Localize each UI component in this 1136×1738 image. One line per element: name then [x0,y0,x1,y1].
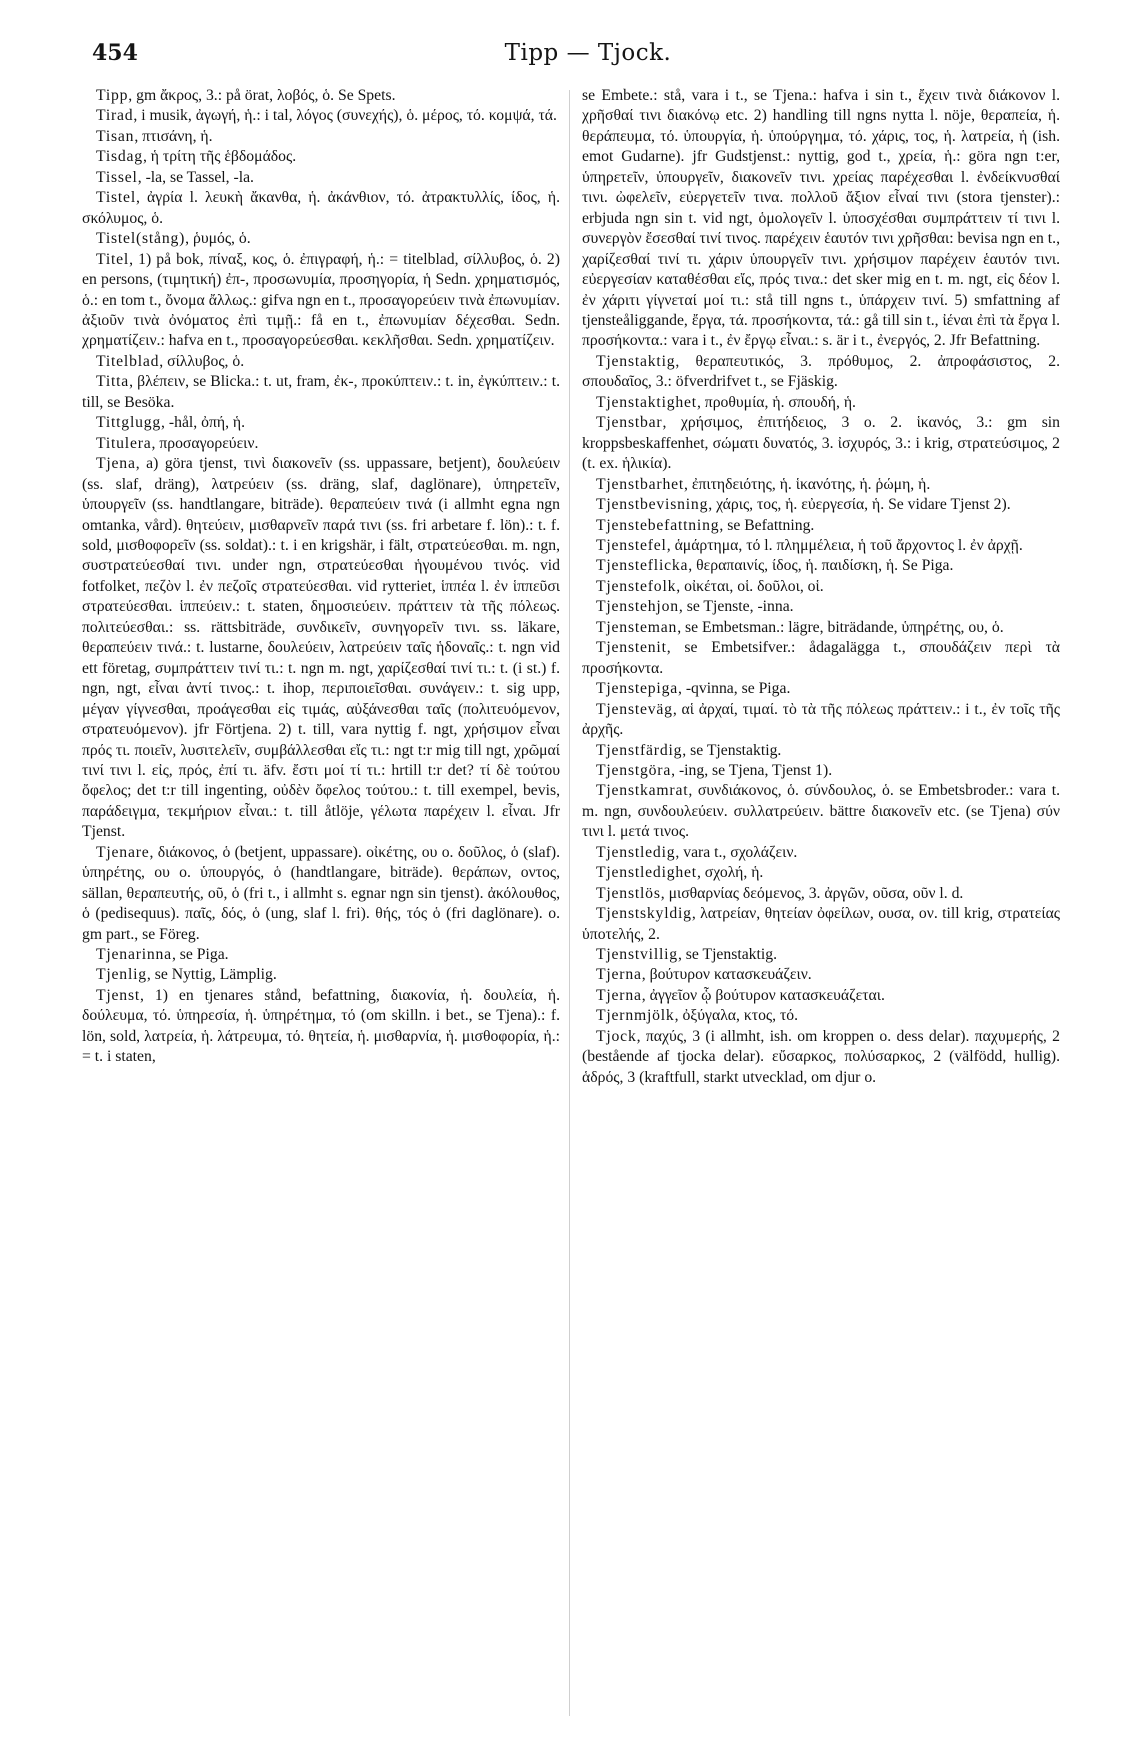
entry-headword: Tittglugg [96,414,162,432]
column-divider [569,90,570,1716]
entry-text: se Embete.: stå, vara i t., se Tjena.: hafva i sin t., ἔχειν τινὰ διάκονον l. χρῆσθαί τινι διακόνῳ etc. 2) handling till ngns nytta l. nöje, θεραπεία, ἡ. θεράπευμα, τό. ὑπουργία, ἡ. ὑπούργημα, τό. χάρις, τος, ἡ. λατρεία, ἡ (ish. emot Gudarne). jfr Gudstjenst.: nyttig, god t., χρεία, ἡ.: göra ngn t:er, ὑπηρετεῖν, ὑπουργεῖν, διακονεῖν τινι. χρείας παρέχεσθαι l. ἐνδείκνυσθαί τινι. ὠφελεῖν, εὐεργετεῖν τινα. πολλοῦ ἄξιον εἶναί τινι (stora tjenster).: erbjuda ngn sin t. vid ngt, ὁμολογεῖν l. ὑποσχέσθαι συμπράττειν τί τινι l. συνεργὸν ἔσεσθαί τινί τινος. παρέχειν ἑαυτόν τινι χρῆσθαι: bevisa ngn en t., χαρίζεσθαί τινί τι. χάριν ὑπουργεῖν τινι. χρήσιμον παρέχειν ἑαυτόν τινι. εὐεργεσίαν καταθέσθαι εἴς, πρός τινα.: det sker mig en t. m. ngt, εἰς δέον l. ἐν χάριτι γίγνεταί μοί τι.: stå till ngns t., ὑπάρχειν τινί. 5) smfattning af tjensteåliggande, ἔργα, τά. προσήκοντα, τά.: gå till sin t., ἰέναι ἐπὶ τὰ ἔργα l. προσήκοντα.: vara i t., ἐν ἔργῳ εἶναι.: s. är i t., ἐνεργός, 2. Jfr Befattning. [582,87,1060,350]
entry-text: , προσαγορεύειν. [151,434,259,452]
entry-headword: Tjenarinna [96,946,172,964]
entry-headword: Tisan [96,127,135,145]
dictionary-entry [582,638,1060,679]
entry-text: , σίλλυβος, ὁ. [159,352,245,370]
entry-headword: Tjenstenit [596,639,667,657]
entry-text: , χρήσιμος, ἐπιτήδειος, 3 o. 2. ἱκανός, 3.: gm sin kroppsbeskaffenhet, σώματι δυνατός, 3. ἰσχυρός, 3.: i krig, στρατεύσιμος, 2 (t. ex. ἡλικία). [582,414,1060,473]
running-head: Tipp — Tjock. [504,40,672,66]
entry-text: , se Tjenstaktig. [682,741,782,759]
entry-headword: Tjenstebefattning [596,516,720,534]
dictionary-entry [582,986,1060,1006]
entry-headword: Tjenstfärdig [596,741,683,759]
dictionary-entry [82,168,560,188]
entry-text: , se Tjenste, -inna. [678,598,794,616]
dictionary-entry [82,352,560,372]
entry-headword: Titel [96,250,130,268]
left-column [82,86,560,1726]
entry-text: , se Piga. [171,946,229,964]
entry-text: , -la, se Tassel, -la. [137,168,254,186]
entry-headword: Tjensteflicka [596,557,689,575]
entry-text: , συνδιάκονος, ὁ. σύνδουλος, ὁ. se Embetsbroder.: vara t. m. ngn, συνδουλεύειν. συλλατρεύειν. bättre διακονεῖν etc. (se Tjena) σύν τινι l. μετά τινος. [582,782,1060,841]
entry-text: , 1) en tjenares stånd, befattning, διακονία, ἡ. δουλεία, ἡ. δούλευμα, τό. ὑπηρεσία, ἡ. ὑπηρέτημα, τό (om skilln. i bet., se Tjena).: f. lön, sold, λατρεία, ἡ. λάτρευμα, τό. θητεία, ἡ. μισθαρνία, ἡ. μισθοφορία, ἡ.: = t. i staten, [82,986,560,1066]
entry-text: , πτισάνη, ἡ. [134,127,213,145]
entry-headword: Tjenstskyldig [596,905,692,923]
entry-text: , διάκονος, ὁ (betjent, uppassare). οἰκέτης, ου o. δοῦλος, ὁ (slaf). ὑπηρέτης, ου o. ὑπουργός, ὁ (handtlangare, biträde). θεράπων, οντος, sällan, θεραπευτής, οῦ, ὁ (fri t., i allmht s. egnar ngn sin tjenst). ἀκόλουθος, ὁ (pedisequus). παῖς, δός, ὁ (ung, slaf l. fri). θής, τός ὁ (fri daglönare). o. gm part., se Föreg. [82,843,560,943]
entry-headword: Tisdag [96,148,143,166]
dictionary-entry [582,618,1060,638]
entry-text: , αἱ ἀρχαί, τιμαί. τὸ τὰ τῆς πόλεως πράττειν.: i t., ἐν τοῖς τῆς ἀρχῆς. [582,700,1060,739]
entry-text: , ῥυμός, ὁ. [185,230,251,248]
dictionary-entry [582,413,1060,474]
dictionary-entry [82,86,560,106]
entry-headword: Tjenstefolk [596,577,677,595]
entry-headword: Tjenst [96,986,141,1004]
dictionary-entry [82,106,560,126]
dictionary-entry [82,945,560,965]
entry-text: , se Befattning. [719,516,815,534]
dictionary-entry [82,434,560,454]
entry-text: , λατρείαν, θητείαν ὀφείλων, ουσα, ον. till krig, στρατείας ὑποτελής, 2. [582,905,1060,943]
dictionary-entry [582,577,1060,597]
entry-headword: Tirad [96,107,134,125]
dictionary-entry [82,986,560,1068]
dictionary-entry [582,904,1060,945]
entry-headword: Tjenstefel [596,536,667,554]
right-column [582,86,1060,1726]
dictionary-entry [582,761,1060,781]
dictionary-entry [582,884,1060,904]
dictionary-entry [582,516,1060,536]
entry-text: , βούτυρον κατασκευάζειν. [641,966,812,984]
page-number: 454 [92,40,138,66]
dictionary-entry [82,454,560,843]
entry-text: , θεραπευτικός, 3. πρόθυμος, 2. ἀπροφάσιστος, 2. σπουδαῖος, 3.: öfverdrifvet t., se Fjäskig. [582,352,1060,391]
dictionary-entry [82,229,560,249]
entry-headword: Tjenstkamrat [596,782,689,800]
entry-headword: Tjenstlös [596,884,661,902]
dictionary-entry [582,843,1060,863]
entry-headword: Tipp [96,87,129,104]
dictionary-entry [582,1027,1060,1088]
entry-headword: Titta [96,373,130,391]
dictionary-entry [582,597,1060,617]
dictionary-entry [582,475,1060,495]
entry-headword: Tjenstaktig [596,352,676,370]
entry-headword: Tjensteman [596,618,678,636]
entry-text: , θεραπαινίς, ίδος, ἡ. παιδίσκη, ἡ. Se Piga. [688,557,954,575]
entry-text: , ἀγρία l. λευκὴ ἄκανθα, ἡ. ἀκάνθιον, τό. ἀτρακτυλλίς, ίδος, ἡ. σκόλυμος, ὁ. [82,189,560,227]
entry-text: , ὀξύγαλα, κτος, τό. [674,1007,799,1025]
entry-text: , προθυμία, ἡ. σπουδή, ἡ. [696,393,856,411]
dictionary-entry [82,413,560,433]
entry-text: , gm ἄκρος, 3.: på örat, λοβός, ὁ. Se Spets. [128,87,396,104]
entry-text: , a) göra tjenst, τινὶ διακονεῖν (ss. uppassare, betjent), δουλεύειν (ss. slaf, dräng), λατρεύειν (ss. dräng, slaf, daglönare), ὑπηρετεῖν, ὑπουργεῖν (ss. handtlangare, biträde). θεραπεύειν τινά (i allmht egna ngn omtanka, vård). θητεύειν, μισθαρνεῖν παρά τινι (ss. fri arbetare f. lön).: t. f. sold, μισθοφορεῖν (ss. soldat).: t. i en krigshär, i fält, στρατεύεσθαι. m. ngn, συστρατεύεσθαί τινι. under ngn, στρατεύεσθαι ἡγουμένου τινός. vid fotfolket, πεζὸν l. ἐν πεζοῖς στρατεύεσθαι. vid rytteriet, ἱππέα l. ἐν ἱππεῦσι στρατεύεσθαι. ἱππεύειν.: t. staten, δημοσιεύειν. πράττειν τὰ τῆς πόλεως. πολιτεύεσθαι.: ss. rättsbiträde, συνδικεῖν, συνηγορεῖν τινι. ss. läkare, θεραπεύειν τινά.: t. lustarne, δουλεύειν, λατρεύειν ταῖς ἡδοναῖς.: t. ngn vid ett företag, συμπράττειν τινί τι.: t. ngn m. ngt, χαρίζεσθαί τινί τι.: t. (i st.) f. ngn, ngt, εἶναι ἀντί τινος.: t. ihop, περιποιεῖσθαι. συνάγειν.: t. sig upp, μέγαν γίγνεσθαι, προάγεσθαι εἰς τιμάς, αὐξάνεσθαι ταῖς (πολιτευόμενον, στρατευόμενον). jfr Förtjena. 2) t. till, vara nyttig f. ngt, χρήσιμον εἶναι πρός τι. ποιεῖν, λυσιτελεῖν, συμβάλλεσθαι εἴς τι.: ngt t:r mig till ngt, χρῶμαί τινί τινι l. εἰς, πρός, ἐπί τι. äfv. ἔστι μοί τί τι.: hrtill t:r det? τί δὲ τούτου ὄφελος; det t:r till ingenting, οὐδὲν ὄφελος τούτου.: t. till exempel, bevis, παράδειγμα, τεκμήριον εἶναι.: t. till åtlöje, γέλωτα παρέχειν l. εἶναι. Jfr Tjenst. [82,455,560,841]
entry-text: , παχύς, 3 (i allmht, ish. om kroppen o. dess delar). παχυμερής, 2 (bestående af tjocka delar). εὔσαρκος, πολύσαρκος, 2 (välfödd, hullig). ἁδρός, 3 (kraftfull, starkt utvecklad, om djur o. [582,1027,1060,1086]
entry-text: , 1) på bok, πίναξ, κος, ὁ. ἐπιγραφή, ἡ.: = titelblad, σίλλυβος, ὁ. 2) en persons, (τιμητική) ἐπ-, προσωνυμία, προσηγορία, ἡ Sedn. χρηματισμός, ὁ.: en tom t., ὄνομα ἄλλως.: gifva ngn en t., προσαγορεύειν τινὰ ἐπωνυμίαν. ἀξιοῦν τινὰ ὀνόματος ἐπὶ τιμῇ.: få en t., ἐπωνυμίαν δέχεσθαι. Sedn. χρηματίζειν.: hafva en t., προσαγορεύεσθαι. κεκλῆσθαι. Sedn. χρηματίζειν. [82,250,560,350]
entry-headword: Tjernmjölk [596,1007,675,1025]
entry-text: , χάρις, τος, ἡ. εὐεργεσία, ἡ. Se vidare Tjenst 2). [708,496,1011,514]
entry-text: , ἁμάρτημα, τό l. πλημμέλεια, ἡ τοῦ ἄρχοντος l. ἐν ἀρχῇ. [666,536,1023,554]
dictionary-entry [82,372,560,413]
entry-headword: Tjenstaktighet [596,393,697,411]
entry-text: , ἐπιτηδειότης, ἡ. ἱκανότης, ἡ. ῥώμη, ἡ. [684,475,931,493]
dictionary-entry [582,679,1060,699]
dictionary-entry [582,86,1060,352]
entry-headword: Tjenstgöra [596,761,672,779]
entry-headword: Tjenstbevisning [596,496,709,514]
entry-text: , se Nyttig, Lämplig. [146,966,277,984]
entry-text: , -hål, ὀπή, ἡ. [161,414,246,432]
dictionary-entry [582,863,1060,883]
entry-headword: Titulera [96,434,152,452]
entry-text: , βλέπειν, se Blicka.: t. ut, fram, ἐκ-, προκύπτειν.: t. in, ἐγκύπτειν.: t. till, se Besöka. [82,373,560,411]
dictionary-entry [582,556,1060,576]
entry-text: , ἡ τρίτη τῆς ἑβδομάδος. [142,148,297,166]
entry-text: , i musik, ἀγωγή, ἡ.: i tal, λόγος (συνεχής), ὁ. μέρος, τό. κομψά, τά. [133,107,557,125]
entry-text: , vara t., σχολάζειν. [675,843,798,861]
entry-text: , se Embetsman.: lägre, biträdande, ὑπηρέτης, ου, ὁ. [677,618,1004,636]
entry-text: , οἰκέται, οἱ. δοῦλοι, οἱ. [676,577,824,595]
dictionary-entry [82,188,560,229]
page-header [92,40,1084,68]
entry-headword: Tjenstvillig [596,946,678,964]
dictionary-entry [82,843,560,945]
entry-headword: Tjock [596,1027,637,1045]
dictionary-entry [582,393,1060,413]
entry-text: , se Tjenstaktig. [677,946,777,964]
dictionary-entry [82,127,560,147]
dictionary-entry [582,536,1060,556]
entry-headword: Tjensteväg [596,700,673,718]
dictionary-entry [582,700,1060,741]
dictionary-entry [82,147,560,167]
dictionary-entry [582,741,1060,761]
dictionary-entry [582,352,1060,393]
entry-text: , -qvinna, se Piga. [677,680,791,698]
entry-headword: Tissel [96,168,138,186]
entry-headword: Tistel(stång) [96,230,186,248]
entry-headword: Tjena [96,455,136,473]
entry-headword: Tjenlig [96,966,147,984]
entry-text: , se Embetsifver.: ådagalägga t., σπουδάζειν περὶ τὰ προσήκοντα. [582,639,1060,677]
entry-headword: Tistel [96,189,136,207]
dictionary-entry [82,965,560,985]
entry-headword: Tjenare [96,843,150,861]
dictionary-entry [582,965,1060,985]
entry-headword: Tjenstbar [596,414,663,432]
entry-headword: Tjenstehjon [596,598,679,616]
dictionary-entry [582,1006,1060,1026]
entry-headword: Tjerna [596,986,642,1004]
entry-headword: Tjenstbarhet [596,475,685,493]
entry-headword: Tjenstledighet [596,864,697,882]
entry-headword: Tjenstepiga [596,680,678,698]
entry-headword: Titelblad [96,352,160,370]
dictionary-entry [82,250,560,352]
entry-headword: Tjerna [596,966,642,984]
entry-text: , σχολή, ἡ. [696,864,764,882]
dictionary-entry [582,781,1060,842]
entry-text: , -ing, se Tjena, Tjenst 1). [671,761,833,779]
dictionary-entry [582,945,1060,965]
entry-headword: Tjenstledig [596,843,676,861]
entry-text: , ἀγγεῖον ᾧ βούτυρον κατασκευάζεται. [641,986,885,1004]
dictionary-entry [582,495,1060,515]
entry-text: , μισθαρνίας δεόμενος, 3. ἀργῶν, οῦσα, οῦν l. d. [660,884,964,902]
